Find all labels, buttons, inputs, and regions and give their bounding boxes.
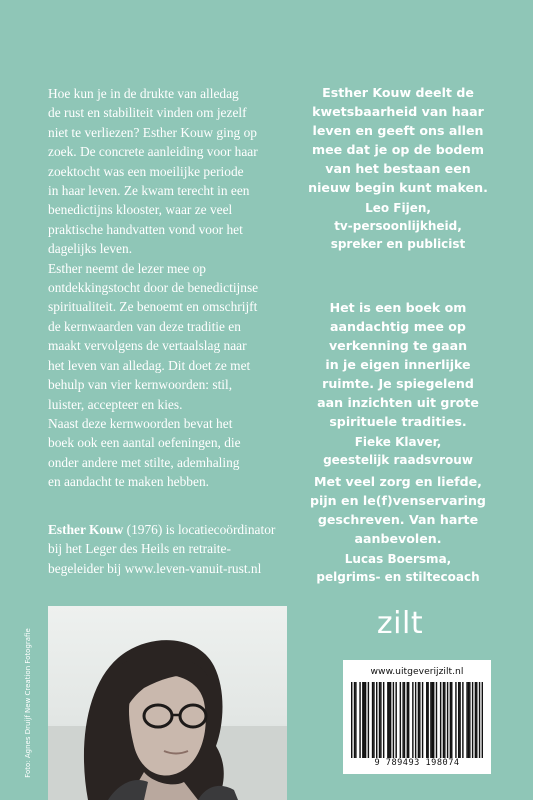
back-cover-blurb <box>48 84 288 492</box>
barcode-bar <box>365 682 366 758</box>
author-bio-text: (1976) is locatiecoördinator bij het Leger des Heils en retraite- begeleider bij www.leven-vanuit-rust.nl <box>48 522 276 576</box>
barcode-block <box>343 660 491 774</box>
barcode-bar <box>436 682 437 758</box>
endorsement-quote: Het is een boek om aandachtig mee op verkenning te gaan in je eigen innerlijke ruimte. Je spiegelend aan inzichten uit grote spirituele tradities. <box>317 300 479 429</box>
barcode-bar <box>404 682 405 758</box>
barcode-bar <box>407 682 408 758</box>
barcode-bar <box>476 682 477 758</box>
blurb-paragraph-1: Hoe kun je in de drukte van alledag de rust en stabiliteit vinden om jezelf niet te verliezen? Esther Kouw ging op zoek. De concrete aanleiding voor haar zoektocht was een moeilijke periode in haar leven. Ze kwam terecht in een benedictijns klooster, waar ze veel praktische handvatten vond voor het dagelijks leven. <box>48 86 258 257</box>
blurb-paragraph-3: Naast deze kernwoorden bevat het boek ook een aantal oefeningen, die onder andere met stilte, ademhaling en aandacht te maken hebben. <box>48 415 241 490</box>
barcode-bar <box>390 682 391 758</box>
author-bio <box>48 520 288 578</box>
barcode-bar <box>419 682 420 758</box>
barcode-bar <box>447 682 448 758</box>
barcode-bar <box>393 682 394 758</box>
barcode-bar <box>482 682 483 758</box>
barcode-bar <box>418 682 419 758</box>
barcode-bar <box>430 682 431 758</box>
barcode-bar <box>443 682 444 758</box>
barcode-bar <box>408 682 409 758</box>
barcode-icon <box>351 682 483 758</box>
barcode-bar <box>426 682 427 758</box>
barcode-bar <box>432 682 433 758</box>
barcode-bar <box>355 682 356 758</box>
endorsement-quote: Met veel zorg en liefde, pijn en le(f)venservaring geschreven. Van harte aanbevolen. <box>310 474 486 546</box>
barcode-bar <box>364 682 365 758</box>
barcode-bar <box>427 682 428 758</box>
barcode-bar <box>455 682 456 758</box>
endorsement-2 <box>300 298 496 469</box>
barcode-bar <box>372 682 373 758</box>
barcode-bar <box>444 682 445 758</box>
barcode-bar <box>475 682 476 758</box>
barcode-bar <box>395 682 396 758</box>
barcode-bar <box>433 682 434 758</box>
endorsement-attribution: Fieke Klaver, geestelijk raadsvrouw <box>323 435 473 467</box>
barcode-bar <box>459 682 460 758</box>
blurb-paragraph-2: Esther neemt de lezer mee op ontdekkingstocht door de benedictijnse spiritualiteit. Ze benoemt en omschrijft de kernwaarden van deze traditie en maakt vervolgens de vertaalslag naar het leven van alledag. Dit doet ze met behulp van vier kernwoorden: stil, luister, accepteer en kies. <box>48 260 259 412</box>
barcode-bar <box>368 682 369 758</box>
barcode-bar <box>466 682 467 758</box>
isbn-number: 9 789493 198074 <box>374 758 460 768</box>
barcode-bar <box>400 682 401 758</box>
endorsement-attribution: Lucas Boersma, pelgrims- en stiltecoach <box>316 552 480 584</box>
barcode-bar <box>412 682 413 758</box>
barcode-bar <box>373 682 374 758</box>
author-photo <box>48 606 287 800</box>
barcode-bar <box>387 682 388 758</box>
photo-credit: Foto: Agnes Druijf New Creation Fotografie <box>24 628 32 778</box>
barcode-bar <box>354 682 355 758</box>
barcode-bar <box>458 682 459 758</box>
publisher-url: www.uitgeverijzilt.nl <box>370 666 464 677</box>
barcode-bar <box>389 682 390 758</box>
barcode-bar <box>450 682 451 758</box>
endorsement-quote: Esther Kouw deelt de kwetsbaarheid van haar leven en geeft ons allen mee dat je op de bodem van het bestaan een nieuw begin kunt maken. <box>308 85 488 195</box>
barcode-bar <box>379 682 380 758</box>
barcode-bar <box>383 682 384 758</box>
barcode-bar <box>468 682 469 758</box>
barcode-bar <box>440 682 441 758</box>
endorsement-1 <box>300 83 496 253</box>
author-portrait-illustration <box>48 606 287 800</box>
barcode-bar <box>451 682 452 758</box>
barcode-bar <box>469 682 470 758</box>
barcode-bar <box>462 682 463 758</box>
barcode-bar <box>472 682 473 758</box>
barcode-bar <box>402 682 403 758</box>
publisher-logo: zilt <box>376 606 424 641</box>
author-name: Esther Kouw <box>48 522 124 537</box>
barcode-bar <box>362 682 363 758</box>
barcode-bar <box>380 682 381 758</box>
barcode-bar <box>376 682 377 758</box>
barcode-bar <box>351 682 352 758</box>
barcode-bar <box>479 682 480 758</box>
endorsement-3 <box>300 472 496 586</box>
barcode-bar <box>422 682 423 758</box>
barcode-bar <box>415 682 416 758</box>
barcode-bar <box>359 682 360 758</box>
endorsement-attribution: Leo Fijen, tv-persoonlijkheid, spreker en publicist <box>330 201 466 251</box>
